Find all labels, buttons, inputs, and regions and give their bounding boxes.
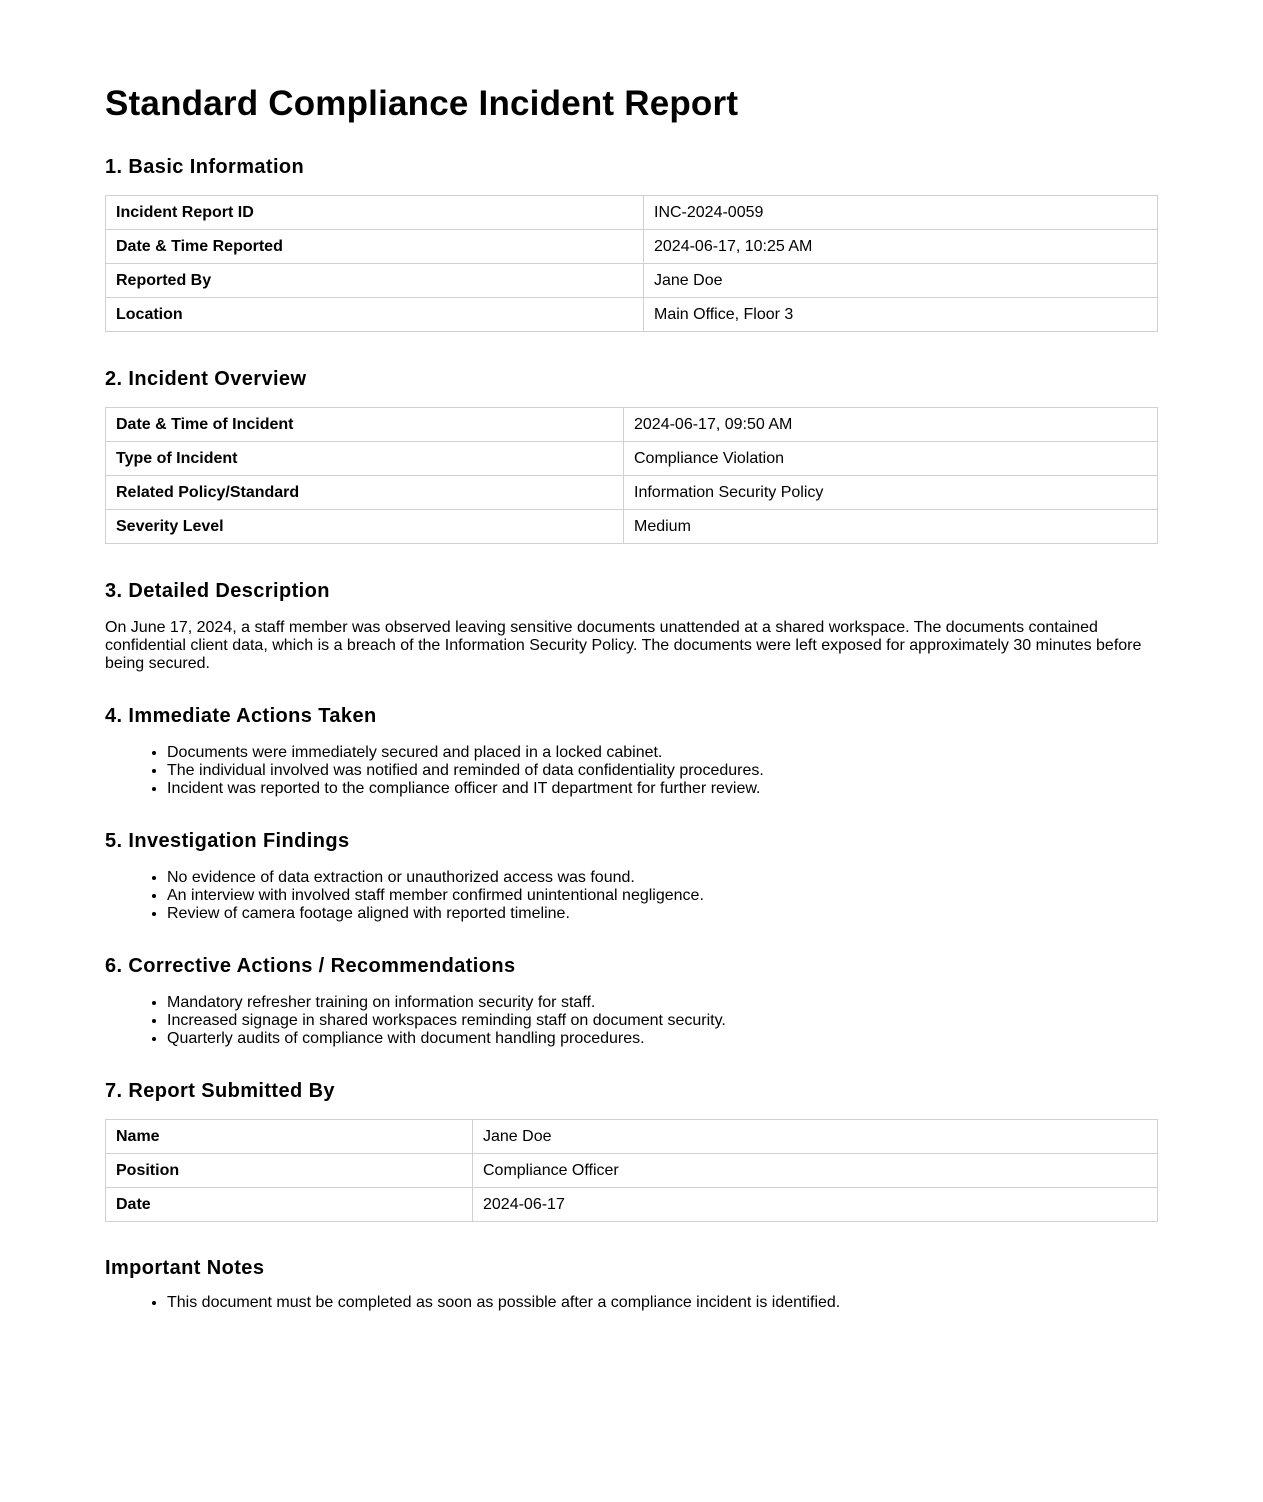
row-value: 2024-06-17, 10:25 AM (644, 230, 1158, 264)
section-actions-heading: 4. Immediate Actions Taken (105, 705, 377, 727)
list-item: • This document must be completed as soon as possible after a compliance incident is identified. (167, 1294, 1157, 1312)
row-value: Compliance Violation (624, 442, 1158, 476)
description-text: On June 17, 2024, a staff member was observed leaving sensitive documents unattended at a shared workspace. The documents contained confidential client data, which is a breach of the Information Security Policy. The documents were left exposed for approximately 30 minutes before being secured. (105, 619, 1142, 672)
row-value: Medium (624, 510, 1158, 544)
row-label: Date & Time Reported (106, 230, 644, 264)
row-value: Jane Doe (644, 264, 1158, 298)
row-value: Information Security Policy (624, 476, 1158, 510)
submitted-by-table (105, 1119, 1158, 1222)
basic-info-table (105, 195, 1158, 332)
list-item: • No evidence of data extraction or unauthorized access was found. (167, 869, 1157, 887)
notes-list (105, 1294, 1157, 1312)
row-label: Position (106, 1154, 473, 1188)
row-value: Compliance Officer (473, 1154, 1158, 1188)
section-basic-heading: 1. Basic Information (105, 156, 305, 178)
table-row (106, 510, 1158, 544)
table-row (106, 1154, 1158, 1188)
list-item: • Documents were immediately secured and placed in a locked cabinet. (167, 744, 1157, 762)
row-label: Severity Level (106, 510, 624, 544)
row-value: Main Office, Floor 3 (644, 298, 1158, 332)
list-item: • Quarterly audits of compliance with document handling procedures. (167, 1030, 1157, 1048)
section-overview-heading: 2. Incident Overview (105, 368, 307, 390)
row-label: Location (106, 298, 644, 332)
row-label: Type of Incident (106, 442, 624, 476)
section-notes-heading: Important Notes (105, 1257, 265, 1279)
list-item: • Increased signage in shared workspaces reminding staff on document security. (167, 1012, 1157, 1030)
table-row (106, 1120, 1158, 1154)
table-row (106, 196, 1158, 230)
table-row (106, 476, 1158, 510)
row-value: INC-2024-0059 (644, 196, 1158, 230)
list-item: • Incident was reported to the compliance officer and IT department for further review. (167, 780, 1157, 798)
row-value: Jane Doe (473, 1120, 1158, 1154)
section-findings-heading: 5. Investigation Findings (105, 830, 350, 852)
list-item: • Mandatory refresher training on information security for staff. (167, 994, 1157, 1012)
row-label: Related Policy/Standard (106, 476, 624, 510)
row-label: Date (106, 1188, 473, 1222)
table-row (106, 264, 1158, 298)
table-row (106, 408, 1158, 442)
table-row (106, 1188, 1158, 1222)
row-value: 2024-06-17 (473, 1188, 1158, 1222)
corrective-list (105, 994, 1157, 1048)
list-item: • An interview with involved staff member confirmed unintentional negligence. (167, 887, 1157, 905)
table-row (106, 230, 1158, 264)
row-label: Date & Time of Incident (106, 408, 624, 442)
row-label: Name (106, 1120, 473, 1154)
section-submitted-heading: 7. Report Submitted By (105, 1080, 335, 1102)
incident-overview-table (105, 407, 1158, 544)
findings-list (105, 869, 1157, 923)
table-row (106, 298, 1158, 332)
row-label: Incident Report ID (106, 196, 644, 230)
section-description-heading: 3. Detailed Description (105, 580, 330, 602)
section-corrective-heading: 6. Corrective Actions / Recommendations (105, 955, 516, 977)
list-item: • The individual involved was notified and reminded of data confidentiality procedures. (167, 762, 1157, 780)
table-row (106, 442, 1158, 476)
row-label: Reported By (106, 264, 644, 298)
actions-list (105, 744, 1157, 798)
page-title: Standard Compliance Incident Report (105, 84, 739, 123)
row-value: 2024-06-17, 09:50 AM (624, 408, 1158, 442)
list-item: • Review of camera footage aligned with reported timeline. (167, 905, 1157, 923)
notes-clipped-region (105, 1288, 1158, 1311)
